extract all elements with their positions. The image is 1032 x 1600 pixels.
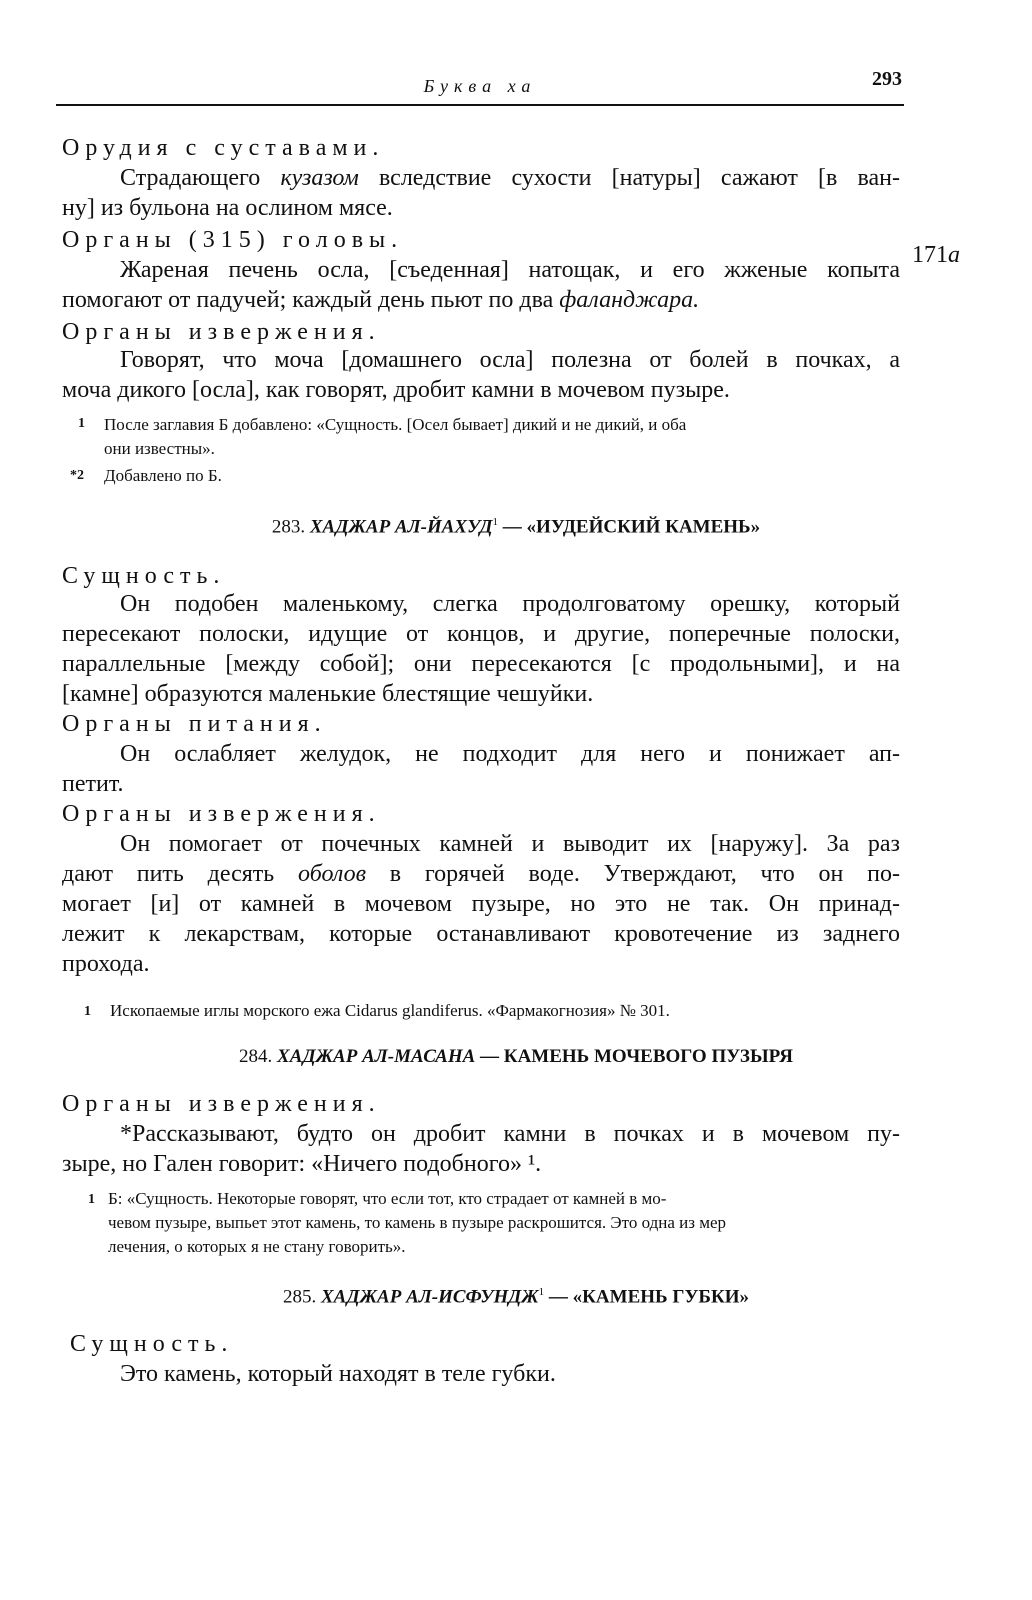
text-line: Жареная печень осла, [съеденная] натощак, и его жженые копыта [120, 257, 900, 283]
text-line: Он ослабляет желудок, не подходит для него и понижает ап- [120, 741, 900, 767]
section-heading-285: 285. ХАДЖАР АЛ-ИСФУНДЖ$^1$ — «КАМЕНЬ ГУБКИ» [283, 1286, 749, 1308]
page-number: 293 [872, 68, 902, 90]
margin-folio-number: 171 [912, 242, 948, 268]
text-line: зыре, но Гален говорит: «Ничего подобного» ¹. [62, 1151, 542, 1177]
subheading-head-organs: Органы (315) головы. [62, 227, 404, 253]
subheading-essence: Сущность. [70, 1331, 234, 1357]
margin-folio-letter: а [948, 242, 960, 268]
text-line: параллельные [между собой]; они пересекаются [с продольными], и на [62, 651, 900, 677]
subheading-nutrition: Органы питания. [62, 711, 327, 737]
header-rule [56, 104, 904, 106]
footnote-text: Б: «Сущность. Некоторые говорят, что если тот, кто страдает от камней в мо- [108, 1189, 667, 1208]
subheading-excretion: Органы извержения. [62, 319, 381, 345]
text-line: Он помогает от почечных камней и выводит их [наружу]. За раз [120, 831, 900, 857]
footnote-marker: *2 [70, 468, 84, 483]
footnote-marker: 1 [78, 416, 85, 431]
text-line: помогают от падучей; каждый день пьют по два фаланджара. [62, 287, 700, 313]
footnote-text: Добавлено по Б. [104, 466, 222, 485]
footnote-marker: 1 [88, 1192, 95, 1207]
section-heading-283: 283. ХАДЖАР АЛ-ЙАХУД$^1$ — «ИУДЕЙСКИЙ КАМЕНЬ» [271, 516, 761, 538]
footnote-text: они известны». [104, 439, 215, 458]
footnote-marker: 1 [84, 1004, 91, 1019]
text-line: пересекают полоски, идущие от концов, и другие, поперечные полоски, [62, 621, 900, 647]
text-line: Говорят, что моча [домашнего осла] полезна от болей в почках, а [120, 347, 900, 373]
footnote-text: лечения, о которых я не стану говорить». [108, 1237, 406, 1256]
footnote-text: После заглавия Б добавлено: «Сущность. [Осел бывает] дикий и не дикий, и оба [104, 415, 687, 434]
running-header [56, 62, 904, 108]
footnote-text: Ископаемые иглы морского ежа Cidarus glandiferus. «Фармакогнозия» № 301. [110, 1001, 670, 1020]
subheading-essence: Сущность. [62, 563, 226, 589]
text-line: петит. [62, 771, 124, 797]
margin-folio-note [912, 242, 960, 269]
text-line: Это камень, который находят в теле губки. [120, 1361, 556, 1387]
text-line: моча дикого [осла], как говорят, дробит камни в мочевом пузыре. [62, 377, 730, 403]
subheading-joints: Орудия с суставами. [62, 135, 385, 161]
section-heading-284: 284. ХАДЖАР АЛ-МАСАНА — КАМЕНЬ МОЧЕВОГО ПУЗЫРЯ [239, 1046, 793, 1067]
subheading-excretion: Органы извержения. [62, 801, 381, 827]
text-line: прохода. [62, 951, 150, 977]
term-kuzaz: кузазом [280, 165, 359, 191]
text-line: *Рассказывают, будто он дробит камни в почках и в мочевом пу- [120, 1121, 900, 1147]
running-title: Буква ха [423, 76, 537, 96]
text-line: лежит к лекарствам, которые останавливают кровотечение из заднего [62, 921, 900, 947]
text-line: могает [и] от камней в мочевом пузыре, но это не так. Он принад- [62, 891, 900, 917]
footnote-text: чевом пузыре, выпьет этот камень, то камень в пузыре раскрошится. Это одна из мер [108, 1213, 727, 1232]
term-obol: оболов [298, 861, 367, 887]
term-phalanjar: фаланджара. [559, 287, 700, 313]
text-line: [камне] образуются маленькие блестящие чешуйки. [62, 681, 594, 707]
text-line: Он подобен маленькому, слегка продолговатому орешку, который [120, 591, 900, 617]
subheading-excretion: Органы извержения. [62, 1091, 381, 1117]
text-line: Страдающего кузазом вследствие сухости [натуры] сажают [в ван- [120, 165, 900, 191]
text-line: ну] из бульона на ослином мясе. [62, 195, 393, 221]
text-line: дают пить десять оболов в горячей воде. Утверждают, что он по- [62, 861, 901, 887]
